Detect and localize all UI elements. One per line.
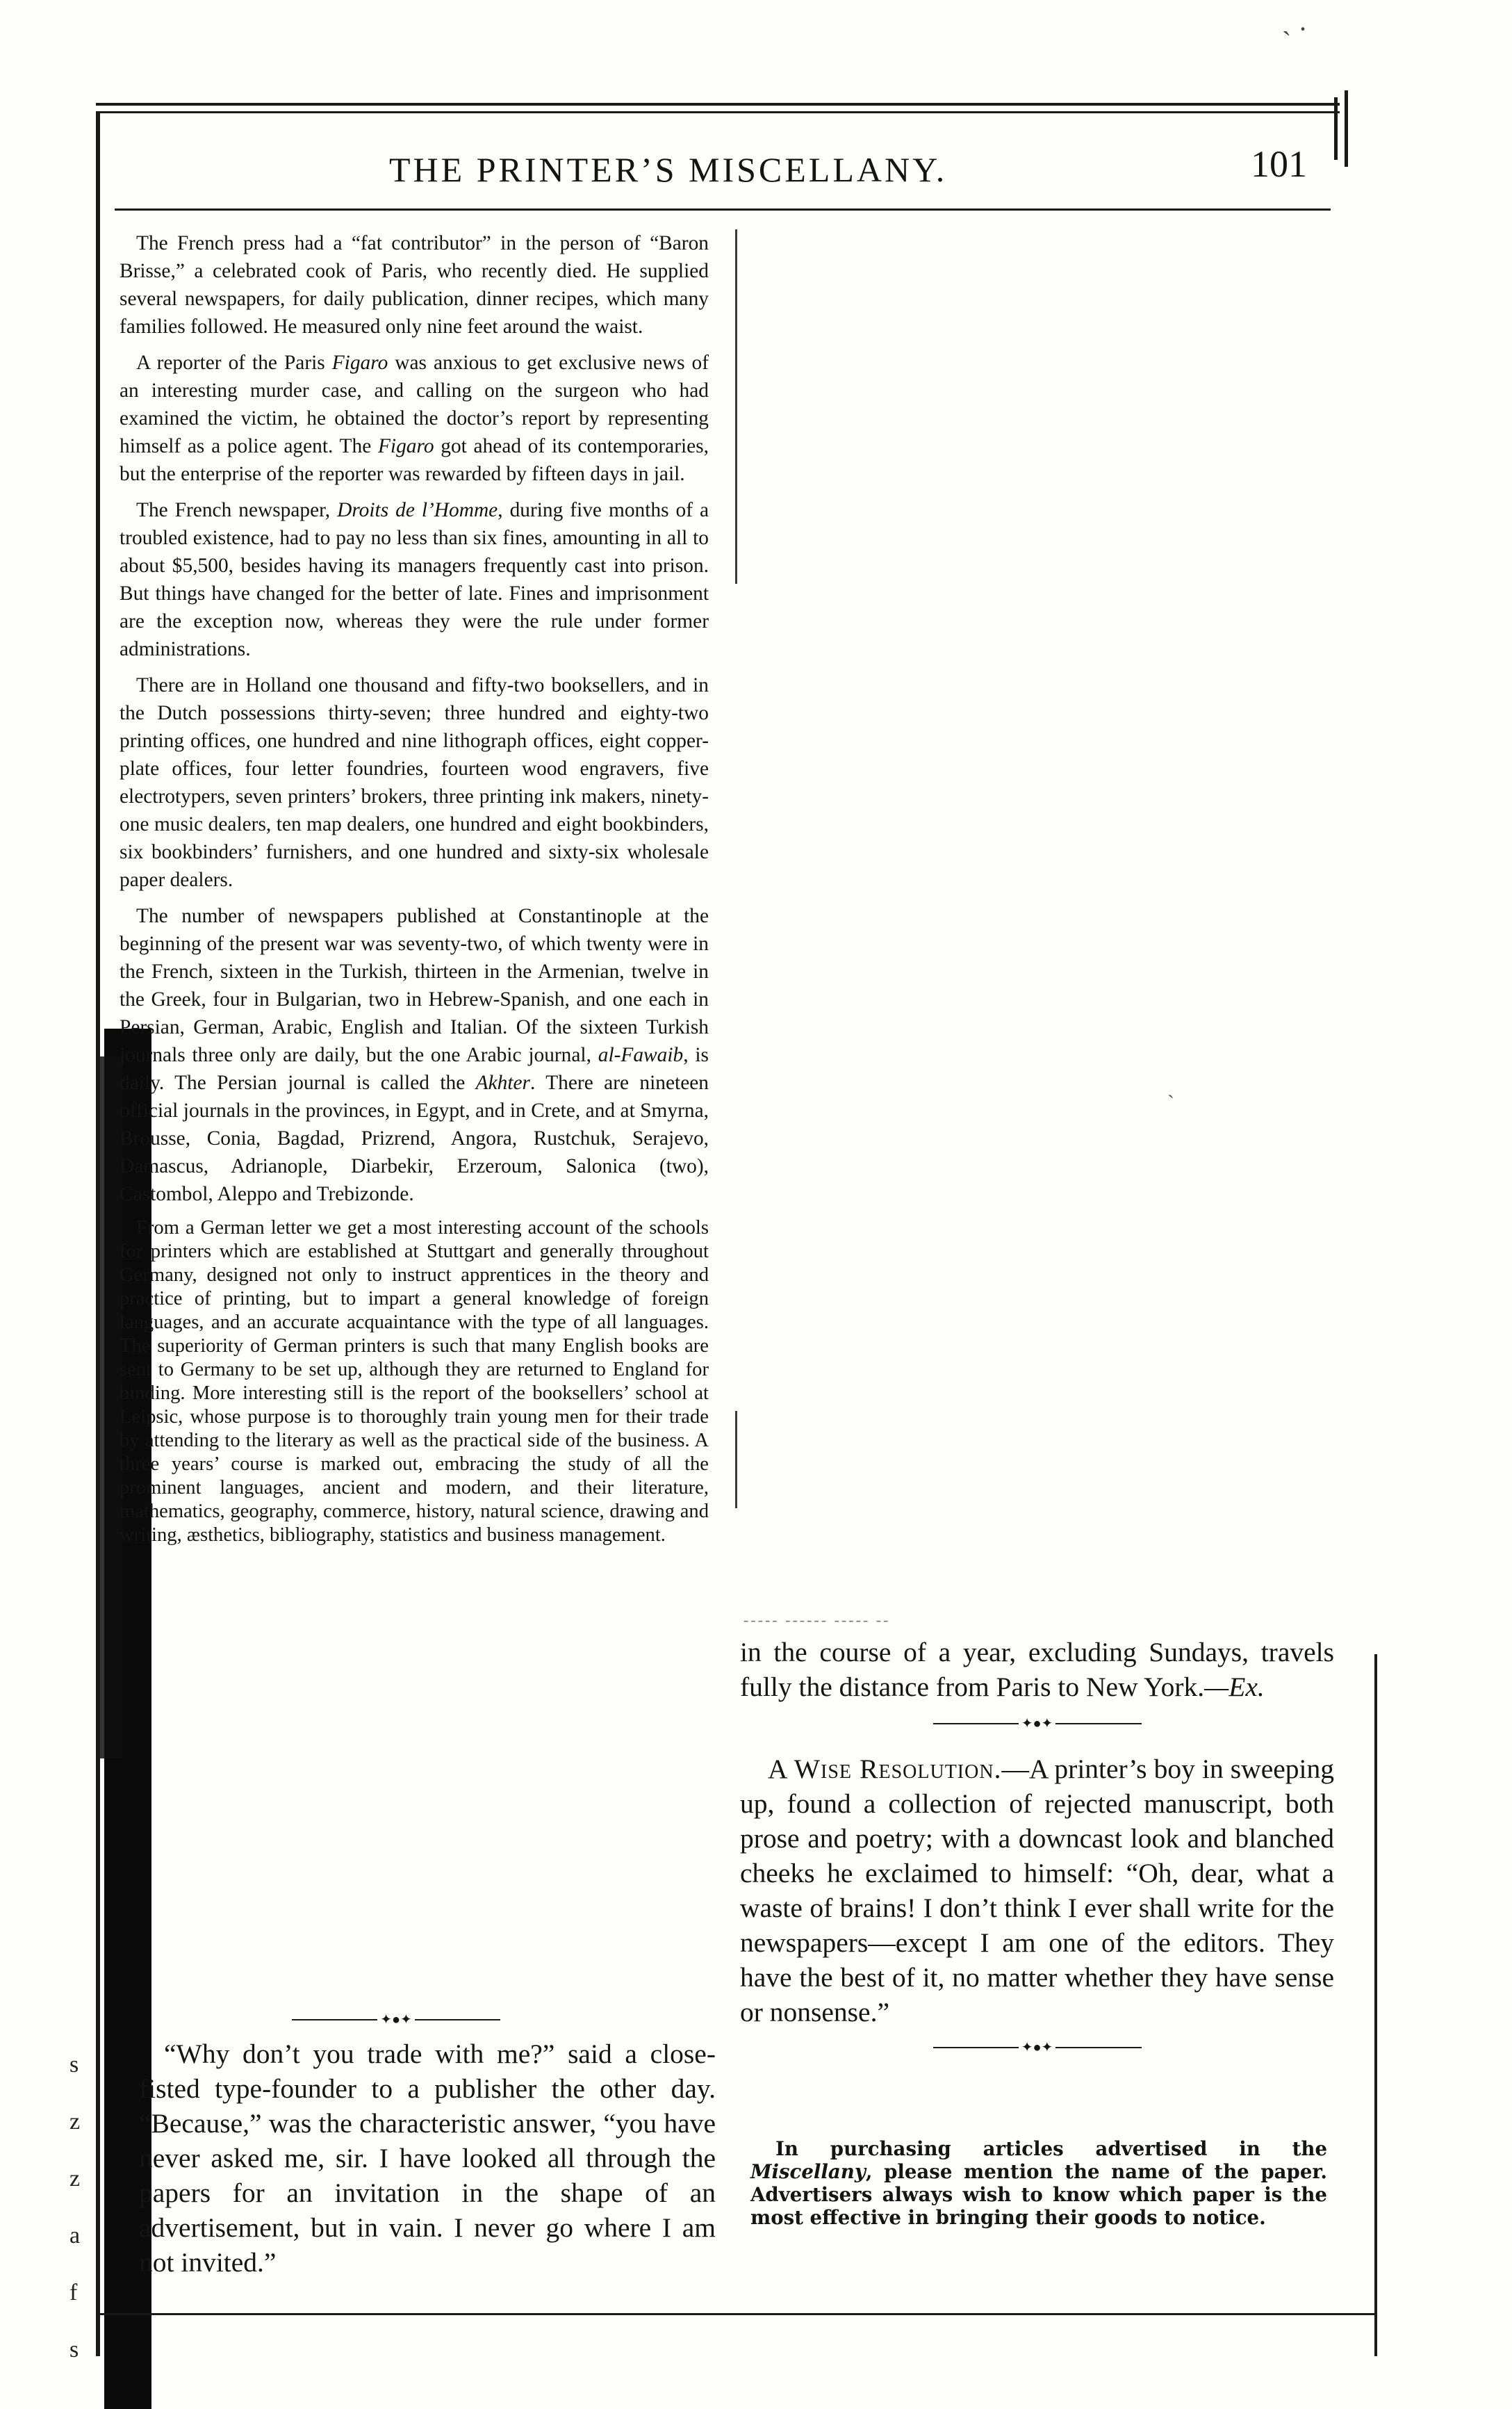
article-paragraph bbox=[120, 349, 709, 488]
italic-title: Akhter bbox=[475, 1072, 530, 1094]
scan-speck: ` bbox=[1167, 1091, 1174, 1114]
frame-top-rule bbox=[96, 103, 1340, 106]
separator-line bbox=[292, 2019, 377, 2020]
paragraph-text: The number of newspapers published at Constantinople at the beginning of the present war was seventy-two, of which twenty were in the French, sixteen in the Turkish, thirteen in the Armenian, twelve in the Greek, four in Bulgarian, two in Hebrew-Spanish, and one each in Persian, German, Arabic, English and Italian. Of the sixteen Turkish journals three only are daily, but the one Arabic journal, bbox=[120, 905, 709, 1066]
wise-resolution-paragraph bbox=[740, 1751, 1334, 2030]
separator-line bbox=[1055, 1723, 1141, 1724]
separator-line bbox=[933, 2047, 1019, 2048]
article-paragraph bbox=[120, 671, 709, 894]
paragraph-text: , during five months of a troubled existence, had to pay no less than six fines, amounting in all to about $5,500, besides having its managers frequently cast into prison. But things have changed for the better of late. Fines and imprisonment are the exception now, whereas they were the rule under former administrations. bbox=[120, 499, 709, 660]
separator-ornament: ✦●✦ bbox=[380, 2012, 412, 2027]
separator-line bbox=[933, 1723, 1019, 1724]
frame-bottom-rule bbox=[96, 2313, 1377, 2315]
frame-right-column-rule bbox=[1374, 1654, 1377, 2356]
frame-top-rule-inner bbox=[96, 111, 1340, 113]
header-rule bbox=[115, 209, 1331, 211]
binding-shadow-upper bbox=[97, 1056, 122, 1758]
separator-ornament: ✦●✦ bbox=[1021, 1716, 1053, 1731]
right-column bbox=[740, 1635, 1334, 2056]
running-title: THE PRINTER’S MISCELLANY. bbox=[389, 150, 948, 189]
frame-right-rule-outer bbox=[1345, 90, 1348, 167]
type-founder-anecdote bbox=[139, 2036, 716, 2280]
notice-text-1: In purchasing articles advertised in the bbox=[775, 2137, 1327, 2160]
notice-italic: Miscellany bbox=[750, 2160, 866, 2183]
continued-text: in the course of a year, excluding Sundays, travels fully the distance from Paris to New York. bbox=[740, 1637, 1334, 1702]
page-number: 101 bbox=[1251, 143, 1307, 185]
left-column bbox=[120, 229, 709, 1555]
paragraph-text: From a German letter we get a most interesting account of the schools for printers which are established at Stuttgart and generally throughout Germany, designed not only to instruct apprentices in the theory and practice of printing, but to impart a general knowledge of foreign languages, and an accurate acquaintance with the type of all languages. The superiority of German printers is such that many English books are sent to Germany to be set up, although they are returned to England for binding. More interesting still is the report of the booksellers’ school at Leipsic, whose purpose is to thoroughly train young men for their trade by attending to the literary as well as the practical side of the business. A three years’ course is marked out, embracing the study of all the prominent languages, ancient and modern, and their literature, mathematics, geography, commerce, history, natural science, drawing and writing, æsthetics, bibliography, statistics and business management. bbox=[120, 1217, 709, 1546]
notice-paragraph bbox=[750, 2137, 1327, 2229]
anecdote-paragraph: “Why don’t you trade with me?” said a close-fisted type-founder to a publisher the other day. “Because,” was the characteristic answer, “you have never asked me, sir. I have looked all through the papers for an invitation in the shape of an advertisement, but in vain. I never go where I am not invited.” bbox=[139, 2039, 716, 2278]
continued-paragraph bbox=[740, 1635, 1334, 1704]
paragraph-text: There are in Holland one thousand and fifty-two booksellers, and in the Dutch possessions thirty-seven; three hundred and eighty-two printing offices, one hundred and nine lithograph offices, eight copper-plate offices, four letter foundries, fourteen wood engravers, five electrotypers, seven printers’ brokers, three printing ink makers, ninety-one music dealers, ten map dealers, one hundred and eight bookbinders, six bookbinders’ furnishers, and one hundred and sixty-six wholesale paper dealers. bbox=[120, 674, 709, 891]
paragraph-text: The French press had a “fat contributor” in the person of “Baron Brisse,” a celebrated cook of Paris, who recently died. He supplied several newspapers, for daily publication, dinner recipes, which many families followed. He measured only nine feet around the waist. bbox=[120, 232, 709, 338]
italic-title: Figaro bbox=[377, 435, 434, 457]
article-paragraph bbox=[120, 229, 709, 341]
frame-left-rule bbox=[96, 111, 100, 2356]
paragraph-text: was anxious to get exclusive news of an interesting murder case, and calling on the surgeon who had examined the victim, he obtained the doctor’s report by representing himself as a police agent. The bbox=[120, 352, 709, 457]
article-paragraph bbox=[120, 902, 709, 1208]
italic-title: Droits de l’Homme bbox=[337, 499, 498, 521]
section-separator bbox=[933, 2039, 1142, 2056]
italic-title: al-Fawaib bbox=[598, 1044, 684, 1066]
paragraph-text: , is daily. The Persian journal is called the bbox=[120, 1044, 709, 1094]
source-credit: —Ex. bbox=[1204, 1672, 1265, 1702]
wise-resolution-body: —A printer’s boy in sweeping up, found a collection of rejected manuscript, both prose and poetry; with a downcast look and blanched cheeks he exclaimed to himself: “Oh, dear, what a waste of brains! I don’t think I ever shall write for the newspapers—except I am one of the editors. They have the best of it, no matter whether they have sense or nonsense.” bbox=[740, 1754, 1334, 2027]
article-paragraph bbox=[120, 1216, 709, 1547]
column-rule bbox=[735, 229, 737, 584]
italic-title: Figaro bbox=[331, 352, 388, 374]
advertiser-notice bbox=[750, 2137, 1327, 2229]
column-rule-lower bbox=[735, 1411, 737, 1508]
scan-specks: ˴ · bbox=[1282, 13, 1308, 44]
separator-line bbox=[415, 2019, 500, 2020]
section-separator bbox=[292, 2013, 500, 2027]
paragraph-text: got ahead of its contemporaries, but the enterprise of the reporter was rewarded by fifteen days in jail. bbox=[120, 435, 709, 485]
paragraph-text: . There are nineteen official journals in the provinces, in Egypt, and in Crete, and at Smyrna, Brousse, Conia, Bagdad, Prizrend, Angora, Rustchuk, Serajevo, Damascus, Adrianople, Diarbekir, Erzeroum, Salonica (two), Castombol, Aleppo and Trebizonde. bbox=[120, 1072, 709, 1205]
article-paragraph bbox=[120, 496, 709, 663]
notice-text-2: , please mention the name of the paper. Advertisers always wish to know which paper is the most effective in bringing their goods to notice. bbox=[750, 2160, 1327, 2229]
section-separator bbox=[933, 1715, 1142, 1732]
faint-cutoff-text: ----- ------ ----- -- bbox=[743, 1611, 891, 1628]
paragraph-text: The French newspaper, bbox=[136, 499, 338, 521]
separator-ornament: ✦●✦ bbox=[1021, 2040, 1053, 2055]
wise-resolution-heading: A Wise Resolution. bbox=[768, 1754, 1002, 1784]
frame-right-rule bbox=[1334, 97, 1338, 160]
paragraph-text: A reporter of the Paris bbox=[136, 352, 332, 374]
separator-line bbox=[1055, 2047, 1141, 2048]
margin-marks: s z z a f s bbox=[69, 2052, 81, 2362]
